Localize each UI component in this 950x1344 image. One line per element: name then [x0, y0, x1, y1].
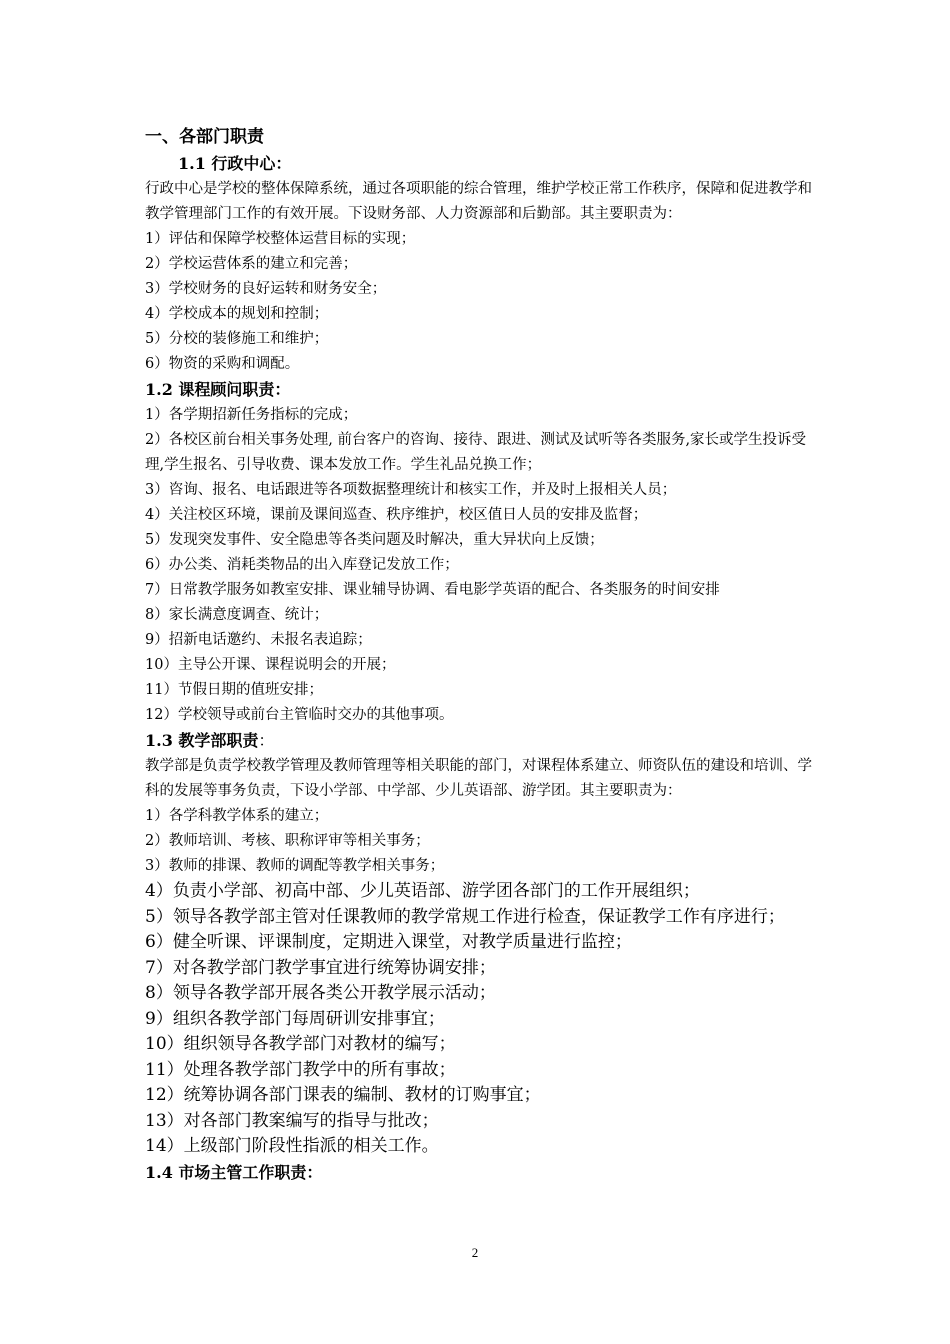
list-item: 6）健全听课、评课制度，定期进入课堂，对教学质量进行监控； [145, 932, 632, 952]
list-item: 7）对各教学部门教学事宜进行统筹协调安排； [145, 957, 496, 978]
list-item: 5）领导各教学部主管对任课教师的教学常规工作进行检查，保证教学工作有序进行； [145, 906, 785, 927]
page-number: 2 [471, 1245, 479, 1260]
heading-marketing-manager: 1.4 市场主管工作职责： [145, 1162, 323, 1182]
page-content [145, 124, 825, 1186]
list-item: 3）咨询、报名、电话跟进等各项数据整理统计和核实工作，并及时上报相关人员； [145, 482, 677, 498]
list-item: 3）教师的排课、教师的调配等教学相关事务； [145, 858, 445, 874]
list-item: 4）关注校区环境，课前及课间巡查、秩序维护，校区值日人员的安排及监督； [145, 507, 648, 523]
list-item: 1）各学期招新任务指标的完成； [145, 407, 358, 423]
list-item: 2）各校区前台相关事务处理, 前台客户的咨询、接待、跟进、测试及试听等各类服务,家长或学生投诉受理,学生报名、引导收费、课本发放工作。学生礼品兑换工作； [145, 432, 807, 473]
list-item: 11）节假日期的值班安排； [145, 682, 323, 698]
list-item: 4）学校成本的规划和控制； [145, 306, 329, 322]
list-item: 10）组织领导各教学部门对教材的编写； [145, 1034, 456, 1054]
admin-center-intro: 行政中心是学校的整体保障系统，通过各项职能的综合管理，维护学校正常工作秩序，保障和促进教学和教学管理部门工作的有效开展。下设财务部、人力资源部和后勤部。其主要职责为： [145, 181, 812, 222]
list-item: 9）招新电话邀约、未报名表追踪； [145, 632, 372, 648]
heading-course-consultant: 1.2 课程顾问职责： [145, 380, 291, 399]
list-item: 10）主导公开课、课程说明会的开展； [145, 657, 396, 673]
list-item: 1）各学科教学体系的建立； [145, 808, 329, 824]
list-item: 1）评估和保障学校整体运营目标的实现； [145, 231, 416, 247]
list-item: 13）对各部门教案编写的指导与批改； [145, 1110, 439, 1131]
list-item: 5）分校的装修施工和维护； [145, 331, 329, 347]
list-item: 11）处理各教学部门教学中的所有事故； [145, 1059, 456, 1080]
list-item: 6）物资的采购和调配。 [145, 356, 300, 372]
list-item: 7）日常教学服务如教室安排、课业辅导协调、看电影学英语的配合、各类服务的时间安排 [145, 582, 720, 598]
heading-teaching-dept-colon: ： [258, 731, 275, 750]
list-item: 3）学校财务的良好运转和财务安全； [145, 281, 387, 297]
list-item: 6）办公类、消耗类物品的出入库登记发放工作； [145, 557, 459, 573]
heading-admin-center: 1.1 行政中心： [178, 154, 292, 173]
list-item: 12）学校领导或前台主管临时交办的其他事项。 [145, 707, 454, 723]
list-item: 5）发现突发事件、安全隐患等各类问题及时解决，重大异状向上反馈； [145, 532, 604, 548]
list-item: 9）组织各教学部门每周研训安排事宜； [145, 1008, 445, 1029]
list-item: 8）家长满意度调查、统计； [145, 607, 329, 623]
section-title: 一、各部门职责 [145, 127, 264, 147]
list-item: 14）上级部门阶段性指派的相关工作。 [145, 1136, 439, 1156]
heading-teaching-dept-text: 1.3 教学部职责 [145, 731, 259, 750]
heading-teaching-dept [145, 728, 825, 754]
list-item: 8）领导各教学部开展各类公开教学展示活动； [145, 983, 496, 1003]
teaching-dept-intro: 教学部是负责学校教学管理及教师管理等相关职能的部门，对课程体系建立、师资队伍的建设和培训、学科的发展等事务负责，下设小学部、中学部、少儿英语部、游学团。其主要职责为： [145, 758, 812, 799]
list-item: 2）学校运营体系的建立和完善； [145, 256, 358, 272]
list-item: 4）负责小学部、初高中部、少儿英语部、游学团各部门的工作开展组织； [145, 881, 700, 901]
list-item: 12）统筹协调各部门课表的编制、教材的订购事宜； [145, 1085, 541, 1105]
list-item: 2）教师培训、考核、职称评审等相关事务； [145, 833, 430, 849]
